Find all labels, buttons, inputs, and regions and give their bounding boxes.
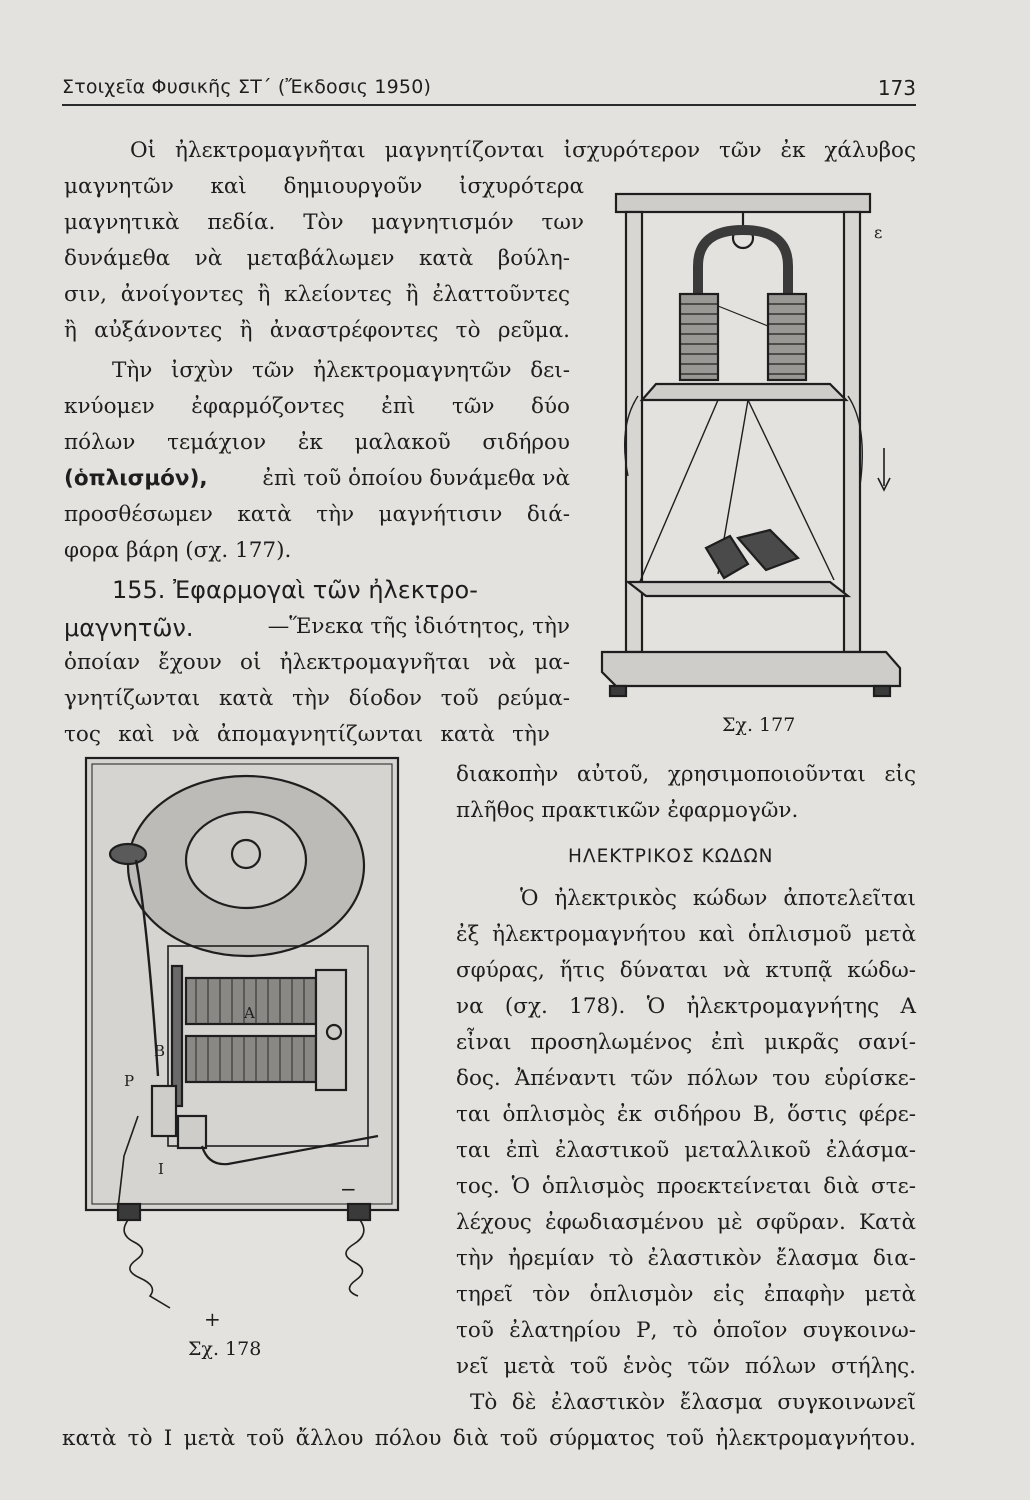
text-line: σφύρας, ἥτις δύναται νὰ κτυπᾷ κώδω- [456, 958, 916, 983]
text-line: ὁποίαν ἔχουν οἱ ἠλεκτρομαγνῆται νὰ μα- [64, 650, 570, 675]
text-line: εἶναι προσηλωμένος ἐπὶ μικρᾶς σανί- [456, 1030, 916, 1055]
section-heading-cont: μαγνητῶν. [64, 614, 194, 642]
label-minus: − [340, 1177, 357, 1201]
text-line: γνητίζωνται κατὰ τὴν δίοδον τοῦ ρεύμα- [64, 686, 570, 711]
text-line: προσθέσωμεν κατὰ τὴν μαγνήτισιν διά- [64, 502, 570, 527]
running-title: Στοιχεῖα Φυσικῆς ΣΤ΄ (Ἔκδοσις 1950) [62, 76, 432, 98]
label-B: B [154, 1042, 166, 1060]
bold-term: (ὁπλισμόν), [64, 466, 208, 491]
text-line: δος. Ἀπέναντι τῶν πόλων του εὑρίσκε- [456, 1066, 916, 1091]
text-line: ται ὁπλισμὸς ἐκ σιδήρου Β, ὅστις φέρε- [456, 1102, 916, 1127]
text-line: Οἱ ἠλεκτρομαγνῆται μαγνητίζονται ἰσχυρότερον τῶν ἐκ χάλυβος [130, 138, 916, 163]
figure-178-caption: Σχ. 178 [188, 1338, 262, 1360]
text-line: νεῖ μετὰ τοῦ ἑνὸς τῶν πόλων στήλης. [456, 1354, 916, 1379]
text-line: τὴν ἠρεμίαν τὸ ἐλαστικὸν ἔλασμα δια- [456, 1246, 916, 1271]
text-line: μαγνητικὰ πεδία. Τὸν μαγνητισμόν των [64, 210, 584, 235]
text-line: Τὴν ἰσχὺν τῶν ἠλεκτρομαγνητῶν δει- [112, 358, 570, 383]
label-A: A [244, 1004, 255, 1022]
text-line: λέχους ἐφωδιασμένου μὲ σφῦραν. Κατὰ [456, 1210, 916, 1235]
text-line: κνύομεν ἐφαρμόζοντες ἐπὶ τῶν δύο [64, 394, 570, 419]
text-line: Ὁ ἠλεκτρικὸς κώδων ἀποτελεῖται [520, 886, 916, 911]
electromagnet-illustration [598, 186, 908, 706]
text-line: τοῦ ἐλατηρίου Ρ, τὸ ὁποῖον συγκοινω- [456, 1318, 916, 1343]
figure-177-caption: Σχ. 177 [722, 714, 796, 736]
text-line: δυνάμεθα νὰ μεταβάλωμεν κατὰ βούλη- [64, 246, 570, 271]
text-fragment: —Ἕνεκα τῆς ἰδιότητος, τὴν [267, 614, 570, 639]
label-I: I [158, 1160, 164, 1178]
text-line: ται ἐπὶ ἐλαστικοῦ μεταλλικοῦ ἐλάσμα- [456, 1138, 916, 1163]
text-fragment: ἐπὶ τοῦ ὁποίου δυνάμεθα νὰ [262, 466, 570, 491]
text-line: ἢ αὐξάνοντες ἢ ἀναστρέφοντες τὸ ρεῦμα. [64, 318, 570, 343]
figure-178 [78, 756, 408, 1336]
label-P: P [124, 1072, 135, 1090]
figure-177 [598, 186, 908, 706]
text-line: να (σχ. 178). Ὁ ἠλεκτρομαγνήτης Α [456, 994, 916, 1019]
page-number: 173 [877, 76, 916, 100]
electric-bell-illustration [78, 756, 408, 1336]
text-line: μαγνητῶν καὶ δημιουργοῦν ἰσχυρότερα [64, 174, 584, 199]
text-line [64, 616, 570, 640]
subheading: ΗΛΕΚΤΡΙΚΟΣ ΚΩΔΩΝ [568, 846, 774, 867]
text-line: τηρεῖ τὸν ὁπλισμὸν εἰς ἐπαφὴν μετὰ [456, 1282, 916, 1307]
text-line: τος. Ὁ ὁπλισμὸς προεκτείνεται διὰ στε- [456, 1174, 916, 1199]
text-line: σιν, ἀνοίγοντες ἢ κλείοντες ἢ ἐλαττοῦντες [64, 282, 570, 307]
label-e: ε [874, 223, 883, 242]
section-heading: 155. Ἐφαρμογαὶ τῶν ἠλεκτρο- [112, 576, 478, 604]
running-header [62, 74, 916, 106]
label-plus: + [204, 1307, 221, 1331]
text-line: ἐξ ἠλεκτρομαγνήτου καὶ ὁπλισμοῦ μετὰ [456, 922, 916, 947]
text-line: πόλων τεμάχιον ἐκ μαλακοῦ σιδήρου [64, 430, 570, 455]
text-line: κατὰ τὸ Ι μετὰ τοῦ ἄλλου πόλου διὰ τοῦ σύρματος τοῦ ἠλεκτρομαγνήτου. [62, 1426, 916, 1451]
text-line: διακοπὴν αὐτοῦ, χρησιμοποιοῦνται εἰς [456, 762, 916, 787]
text-line: Τὸ δὲ ἐλαστικὸν ἔλασμα συγκοινωνεῖ [470, 1390, 916, 1415]
text-line [64, 468, 570, 490]
text-line: πλῆθος πρακτικῶν ἐφαρμογῶν. [456, 798, 799, 823]
text-line: φορα βάρη (σχ. 177). [64, 538, 292, 563]
text-line: τος καὶ νὰ ἀπομαγνητίζωνται κατὰ τὴν [64, 722, 550, 747]
